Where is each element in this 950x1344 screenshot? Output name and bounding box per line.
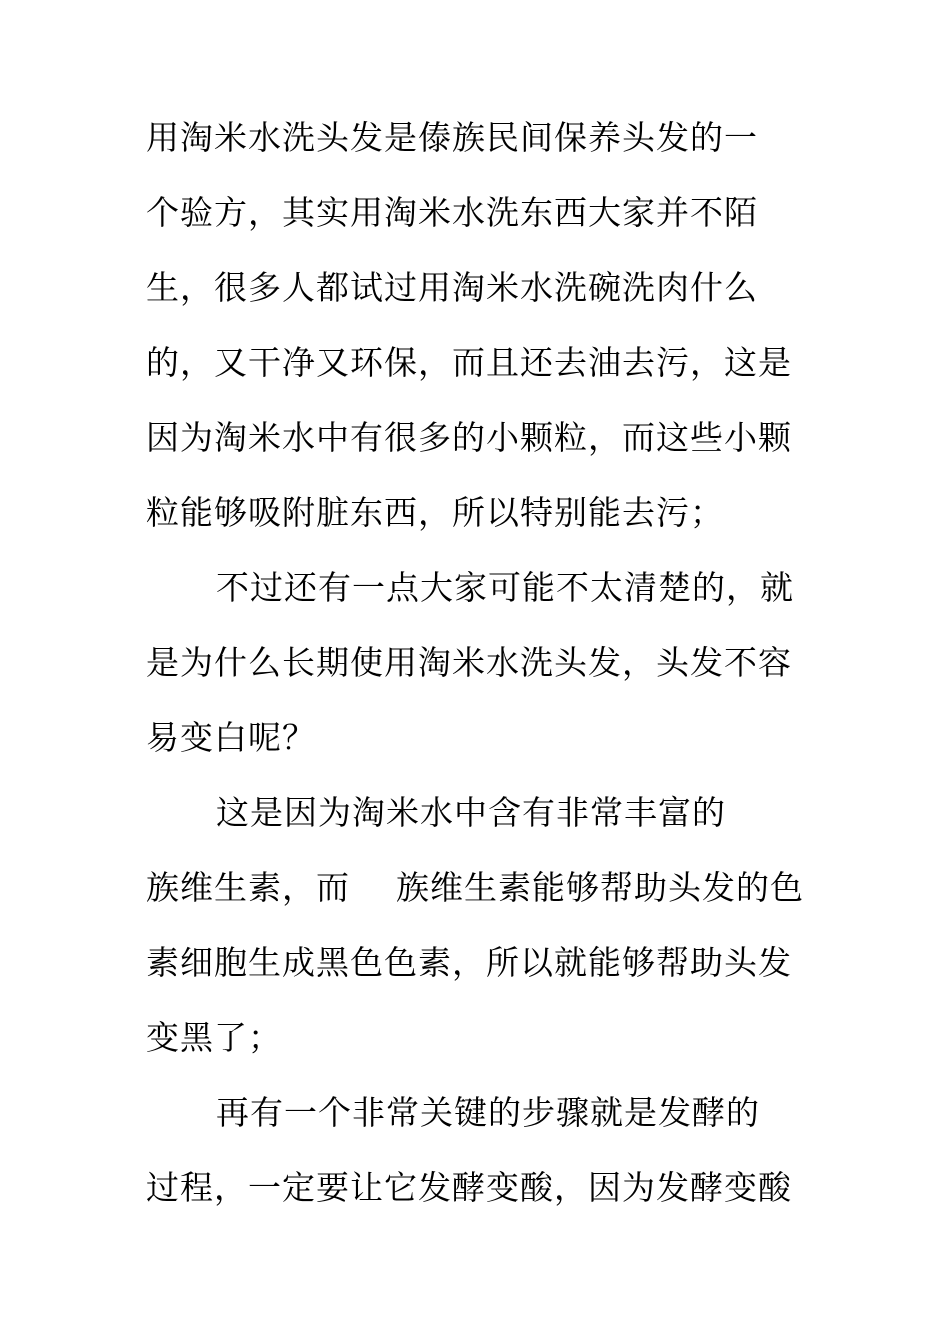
text-line: 变黑了； [146,1018,282,1057]
text-line: 过程，一定要让它发酵变酸，因为发酵变酸 [146,1168,792,1207]
text-line: 的，又干净又环保，而且还去油去污，这是 [146,343,792,382]
text-line: 生，很多人都试过用淘米水洗碗洗肉什么 [146,268,758,307]
text-line: 粒能够吸附脏东西，所以特别能去污； [146,493,724,532]
text-line: 因为淘米水中有很多的小颗粒，而这些小颗 [146,418,792,457]
text-line: 素细胞生成黑色色素，所以就能够帮助头发 [146,943,792,982]
text-line: 再有一个非常关键的步骤就是发酵的 [216,1093,760,1132]
text-line: 易变白呢？ [146,718,316,757]
text-line: 族维生素，而 族维生素能够帮助头发的色 [146,868,804,907]
text-line: 用淘米水洗头发是傣族民间保养头发的一 [146,118,758,157]
text-line: 这是因为淘米水中含有非常丰富的 [216,793,726,832]
text-line: 是为什么长期使用淘米水洗头发，头发不容 [146,643,792,682]
text-line: 个验方，其实用淘米水洗东西大家并不陌 [146,193,758,232]
text-line: 不过还有一点大家可能不太清楚的，就 [216,568,794,607]
